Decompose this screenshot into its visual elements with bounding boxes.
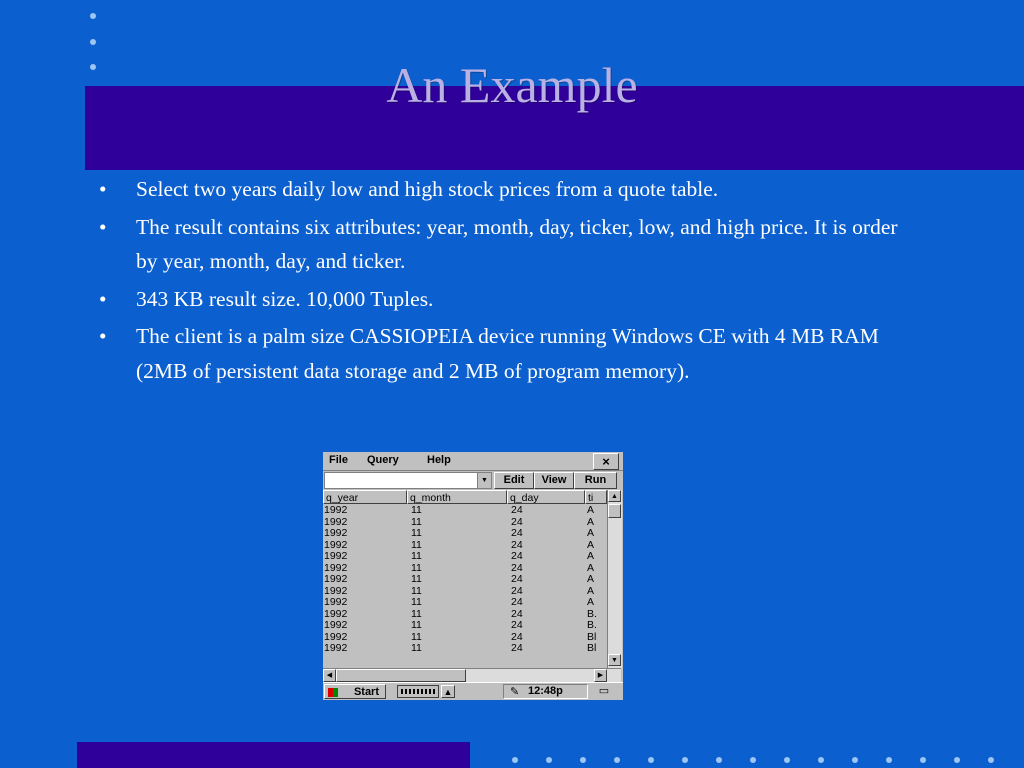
table-cell: 1992 [324,515,348,528]
table-cell: 24 [511,561,523,574]
bullet-mark: • [99,324,107,348]
bullet-mark: • [99,286,107,311]
chevron-up-icon[interactable]: ▲ [441,685,455,698]
query-combo[interactable] [324,472,492,489]
taskbar [323,682,623,700]
table-cell: 1992 [324,561,348,574]
power-icon: ✎ [510,686,520,698]
horizontal-scrollbar[interactable] [323,668,621,682]
table-cell: 24 [511,504,523,516]
table-row[interactable] [323,563,607,575]
decor-dot [886,757,892,763]
bullet-text: Select two years daily low and high stock prices from a quote table. [136,177,719,201]
bullet-mark: • [99,177,107,201]
decor-dot [512,757,518,763]
table-cell: A [587,550,595,562]
table-cell: 24 [511,607,523,620]
desktop-icon[interactable]: ▭ [598,685,610,697]
decor-dot [682,757,688,763]
table-cell: A [587,573,595,585]
table-cell: 24 [511,538,523,551]
bullet-text: 343 KB result size. 10,000 Tuples. [136,286,434,311]
table-cell: A [587,504,595,516]
table-cell: 11 [411,630,422,643]
scroll-left-icon[interactable]: ◀ [323,669,336,682]
table-cell: 1992 [324,504,348,516]
vertical-scrollbar[interactable] [607,490,622,668]
table-cell: 11 [411,596,422,608]
table-cell: 11 [411,504,422,516]
table-cell: A [587,538,595,551]
device-screenshot [323,452,623,700]
table-cell: 1992 [324,630,348,643]
keyboard-icon[interactable] [397,685,439,698]
scroll-down-icon[interactable]: ▼ [608,654,621,666]
bullet-text: The result contains six attributes: year, month, day, ticker, low, and high price. It is order by year, month, day, and ticker. [136,214,898,273]
windows-logo-icon [328,688,338,697]
decor-dot [920,757,926,763]
menu-help[interactable]: Help [427,454,451,466]
decor-dot [716,757,722,763]
table-cell: A [587,527,595,539]
table-cell: 1992 [324,527,348,539]
column-header-day[interactable]: q_day [507,490,585,504]
table-cell: 11 [411,527,422,539]
table-row[interactable] [323,609,607,621]
toolbar [323,471,623,489]
decor-dot [614,757,620,763]
table-cell: 24 [511,596,523,608]
bullet-list [99,172,919,391]
view-button[interactable]: View [534,472,574,489]
table-row[interactable] [323,528,607,540]
decor-dot [580,757,586,763]
table-cell: 11 [411,515,422,528]
table-cell: Bl [587,642,597,654]
clock: 12:48p [528,685,563,697]
table-cell: 24 [511,619,523,631]
table-cell: Bl [587,630,597,643]
decor-dot [818,757,824,763]
table-cell: 24 [511,642,523,654]
table-cell: A [587,515,595,528]
table-row[interactable] [323,540,607,552]
table-cell: A [587,584,595,597]
table-row[interactable] [323,574,607,586]
decor-dot [954,757,960,763]
table-row[interactable] [323,632,607,644]
table-cell: 11 [411,619,422,631]
table-row[interactable] [323,643,607,655]
decor-dot [90,39,96,45]
start-button[interactable] [324,684,386,699]
run-button[interactable]: Run [574,472,617,489]
table-cell: 1992 [324,584,348,597]
table-cell: 1992 [324,642,348,654]
bottom-band [77,742,470,768]
table-cell: A [587,596,595,608]
start-label: Start [353,686,379,698]
menu-file[interactable]: File [329,454,348,466]
scroll-thumb[interactable] [336,669,466,682]
menu-query[interactable]: Query [367,454,399,466]
table-cell: B. [587,619,597,631]
table-cell: 24 [511,584,523,597]
table-cell: 1992 [324,538,348,551]
table-row[interactable] [323,551,607,563]
decor-dot [852,757,858,763]
table-row[interactable] [323,620,607,632]
column-header-year[interactable]: q_year [323,490,407,504]
decor-dot [648,757,654,763]
decor-dot [546,757,552,763]
table-cell: B. [587,607,597,620]
scroll-thumb[interactable] [608,504,621,518]
table-cell: 24 [511,515,523,528]
scroll-up-icon[interactable]: ▲ [608,490,621,502]
table-cell: 24 [511,527,523,539]
bullet-item [99,210,919,279]
table-cell: 24 [511,630,523,643]
table-row[interactable] [323,505,607,517]
decor-dot [750,757,756,763]
chevron-down-icon[interactable]: ▼ [477,473,491,488]
table-cell: 1992 [324,619,348,631]
edit-button[interactable]: Edit [494,472,534,489]
table-row[interactable] [323,586,607,598]
table-cell: 11 [411,584,422,597]
menu-bar [323,452,623,471]
table-cell: 11 [411,573,422,585]
result-grid [323,490,623,668]
decor-dot [784,757,790,763]
table-cell: 11 [411,561,422,574]
table-cell: 11 [411,607,422,620]
scroll-right-icon[interactable]: ▶ [594,669,607,682]
table-cell: 1992 [324,596,348,608]
bullet-mark: • [99,214,107,239]
close-button[interactable]: × [593,453,619,470]
table-cell: 24 [511,573,523,585]
bullet-item [99,282,919,317]
table-cell: 11 [411,642,422,654]
column-header-month[interactable]: q_month [407,490,507,504]
table-cell: A [587,561,595,574]
table-cell: 1992 [324,573,348,585]
bullet-text: The client is a palm size CASSIOPEIA device running Windows CE with 4 MB RAM (2MB of persistent data storage and 2 MB of program memory). [136,324,879,383]
bullet-item [99,172,919,207]
table-row[interactable] [323,517,607,529]
decor-dot [988,757,994,763]
slide-title: An Example [386,57,638,113]
bullet-item [99,319,919,388]
table-cell: 11 [411,550,422,562]
decor-dot [90,13,96,19]
table-cell: 1992 [324,607,348,620]
table-cell: 24 [511,550,523,562]
system-tray [503,684,588,699]
table-cell: 1992 [324,550,348,562]
table-cell: 11 [411,538,422,551]
table-row[interactable] [323,597,607,609]
column-header-ticker[interactable]: ti [585,490,607,504]
